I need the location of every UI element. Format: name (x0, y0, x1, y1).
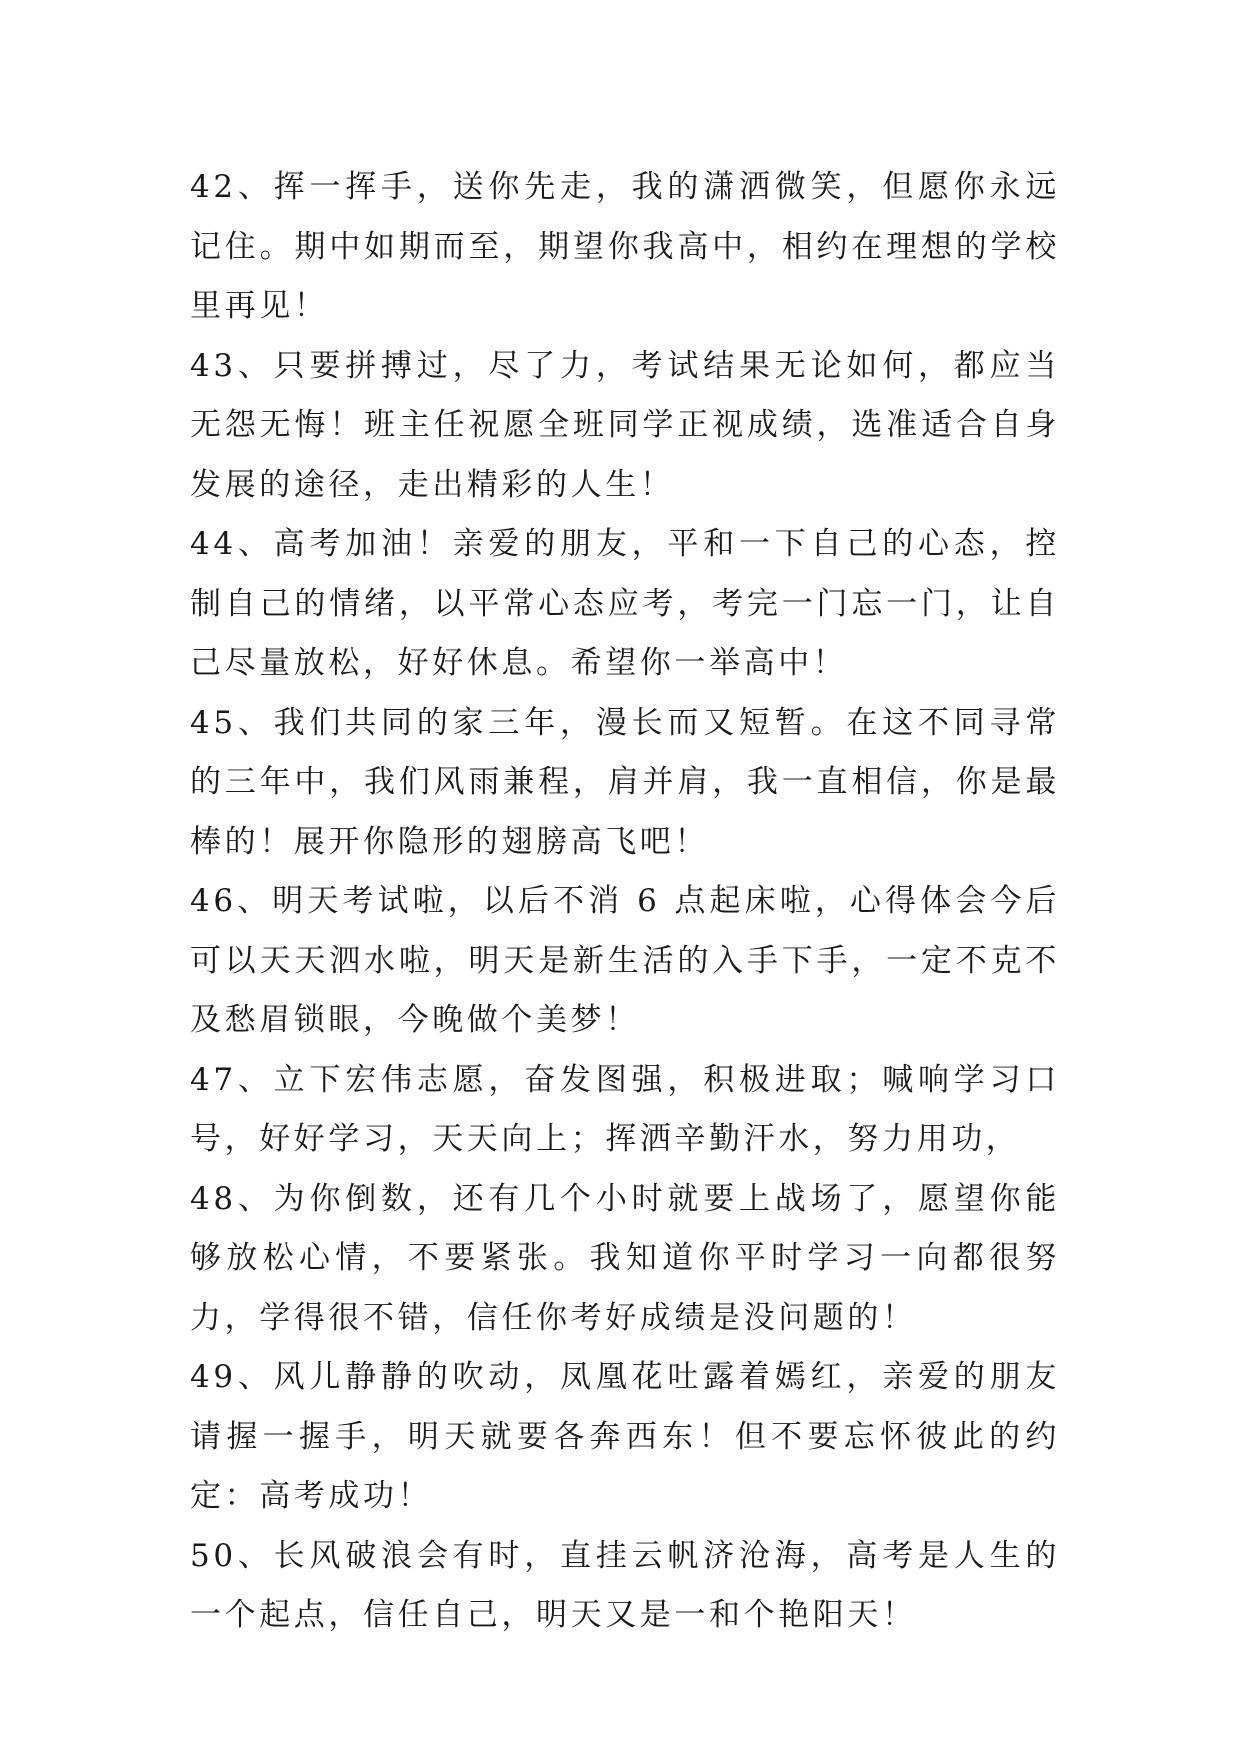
paragraph-42: 42、挥一挥手，送你先走，我的潇洒微笑，但愿你永远记住。期中如期而至，期望你我高中，相约在理想的学校里再见！ (190, 169, 1060, 324)
paragraph-49: 49、风儿静静的吹动，凤凰花吐露着嫣红，亲爱的朋友请握一握手，明天就要各奔西东！但不要忘怀彼此的约定：高考成功！ (190, 1359, 1060, 1514)
paragraph-50: 50、长风破浪会有时，直挂云帆济沧海，高考是人生的一个起点，信任自己，明天又是一和个艳阳天！ (190, 1537, 1060, 1633)
paragraph-45: 45、我们共同的家三年，漫长而又短暂。在这不同寻常的三年中，我们风雨兼程，肩并肩，我一直相信，你是最棒的！展开你隐形的翅膀高飞吧！ (190, 704, 1060, 860)
paragraph-48: 48、为你倒数，还有几个小时就要上战场了，愿望你能够放松心情，不要紧张。我知道你平时学习一向都很努力，学得很不错，信任你考好成绩是没问题的！ (190, 1180, 1060, 1336)
paragraph-43: 43、只要拼搏过，尽了力，考试结果无论如何，都应当无怨无悔！班主任祝愿全班同学正视成绩，选准适合自身发展的途径，走出精彩的人生！ (190, 347, 1060, 503)
paragraph-44: 44、高考加油！亲爱的朋友，平和一下自己的心态，控制自己的情绪，以平常心态应考，考完一门忘一门，让自己尽量放松，好好休息。希望你一举高中！ (190, 526, 1060, 681)
paragraph-47: 47、立下宏伟志愿，奋发图强，积极进取；喊响学习口号，好好学习，天天向上；挥洒辛勤汗水，努力用功， (190, 1061, 1060, 1157)
document-body (190, 158, 1060, 1646)
paragraph-46: 46、明天考试啦，以后不消 6 点起床啦，心得体会今后可以天天泗水啦，明天是新生活的入手下手，一定不克不及愁眉锁眼，今晚做个美梦！ (190, 883, 1060, 1038)
